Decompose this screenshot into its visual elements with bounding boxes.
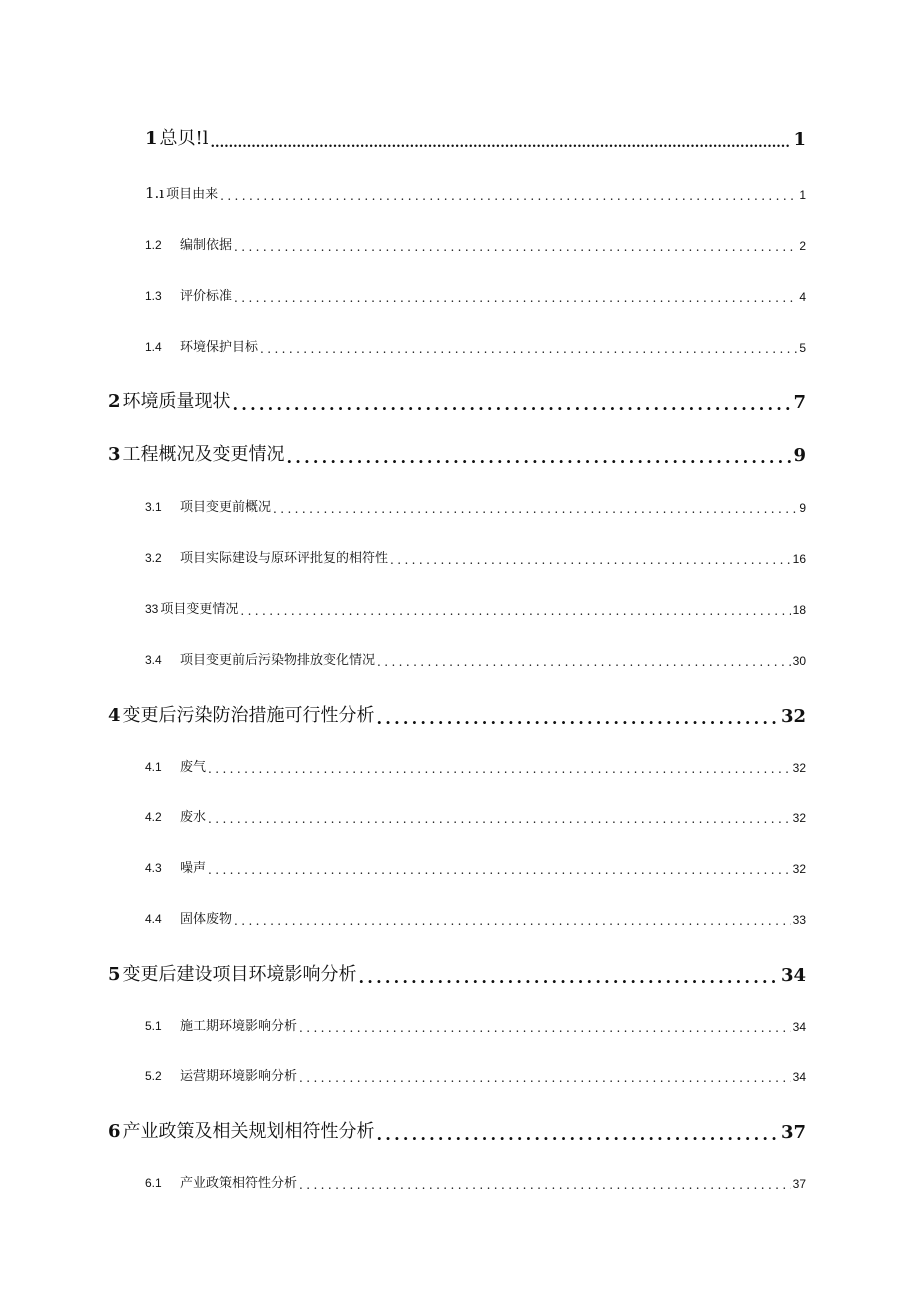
toc-number: 1.3 <box>145 289 162 303</box>
dot-leader <box>299 1022 791 1034</box>
toc-number: 1 <box>145 128 158 149</box>
dot-leader <box>390 554 791 566</box>
toc-number: 3.2 <box>145 551 162 565</box>
toc-title: 项目变更前后污染物排放变化情况 <box>180 653 376 668</box>
dot-leader <box>240 605 790 617</box>
dot-leader <box>377 656 791 668</box>
toc-number: 3 <box>108 444 121 465</box>
toc-entry-1-1[interactable] <box>145 184 806 202</box>
toc-title: 施工期环境影响分析 <box>180 1019 298 1034</box>
dot-leader <box>377 711 779 727</box>
toc-entry-5-1[interactable] <box>145 1016 806 1034</box>
toc-entry-3-1[interactable] <box>145 497 806 515</box>
toc-entry-1-3[interactable] <box>145 286 806 304</box>
toc-title: 环境质量现状 <box>122 391 231 412</box>
toc-page-number: 37 <box>780 1122 806 1143</box>
dot-leader <box>208 763 791 775</box>
toc-entry-1-2[interactable] <box>145 235 806 253</box>
toc-title: 噪声 <box>180 861 207 876</box>
dot-leader <box>234 241 797 253</box>
toc-page-number: 4 <box>799 290 806 304</box>
dot-leader <box>377 1127 779 1143</box>
toc-title: 运营期环境影响分析 <box>180 1069 298 1084</box>
toc-entry-4-2[interactable] <box>145 807 806 825</box>
toc-page-number: 18 <box>792 603 806 617</box>
toc-title: 变更后建设项目环境影响分析 <box>122 964 357 985</box>
toc-page-number: 34 <box>792 1020 806 1034</box>
toc-entry-4-4[interactable] <box>145 909 806 927</box>
toc-page-number: 33 <box>792 913 806 927</box>
toc-entry-3-4[interactable] <box>145 650 806 668</box>
toc-page-number: 37 <box>792 1177 806 1191</box>
toc-title: 项目变更情况 <box>160 602 239 617</box>
toc-entry-1[interactable] <box>145 126 806 150</box>
toc-number: 5.2 <box>145 1069 162 1083</box>
dot-leader <box>260 343 797 355</box>
toc-number: 3.4 <box>145 653 162 667</box>
dot-leader <box>234 915 791 927</box>
toc-title: 工程概况及变更情况 <box>122 444 285 465</box>
toc-page-number: 30 <box>792 654 806 668</box>
toc-entry-4-1[interactable] <box>145 757 806 775</box>
toc-title: 固体废物 <box>180 912 233 927</box>
toc-number: 1.4 <box>145 340 162 354</box>
toc-number: 4 <box>108 705 121 726</box>
toc-page-number: 1 <box>793 129 806 150</box>
toc-page-number: 32 <box>792 862 806 876</box>
toc-number: 5 <box>108 964 121 985</box>
toc-number: 1.ı <box>145 184 165 202</box>
toc-entry-6[interactable] <box>108 1119 806 1143</box>
dot-leader <box>208 813 791 825</box>
dot-leader <box>211 137 792 150</box>
toc-page-number: 32 <box>780 706 806 727</box>
toc-title: 评价标准 <box>180 289 233 304</box>
dot-leader <box>208 864 791 876</box>
toc-entry-4[interactable] <box>108 703 806 727</box>
toc-page-number: 9 <box>799 501 806 515</box>
toc-entry-6-1[interactable] <box>145 1173 806 1191</box>
toc-title: 项目变更前概况 <box>180 500 272 515</box>
toc-entry-4-3[interactable] <box>145 858 806 876</box>
toc-entry-3-3[interactable] <box>145 599 806 617</box>
toc-page-number: 32 <box>792 761 806 775</box>
toc-number: 33 <box>145 602 159 616</box>
toc-number: 6 <box>108 1121 121 1142</box>
toc-title: 产业政策及相关规划相符性分析 <box>122 1121 375 1142</box>
toc-number: 5.1 <box>145 1019 162 1033</box>
toc-entry-5[interactable] <box>108 962 806 986</box>
toc-entry-3-2[interactable] <box>145 548 806 566</box>
dot-leader <box>299 1072 791 1084</box>
toc-title: 废气 <box>180 760 207 775</box>
toc-page-number: 1 <box>799 188 806 202</box>
toc-page-number: 16 <box>792 552 806 566</box>
toc-title: 环境保护目标 <box>180 340 259 355</box>
toc-number: 3.1 <box>145 500 162 514</box>
dot-leader <box>287 450 792 466</box>
toc-page-number: 5 <box>799 341 806 355</box>
toc-number: 4.4 <box>145 912 162 926</box>
toc-title: 编制依据 <box>180 238 233 253</box>
toc-title: 产业政策相符性分析 <box>180 1176 298 1191</box>
toc-title: 总贝!l <box>159 128 209 149</box>
toc-title: 项目由来 <box>166 187 219 202</box>
toc-page-number: 9 <box>793 445 806 466</box>
toc-number: 6.1 <box>145 1176 162 1190</box>
dot-leader <box>273 503 797 515</box>
toc-page-number: 34 <box>780 965 806 986</box>
toc-entry-1-4[interactable] <box>145 337 806 355</box>
toc-number: 4.2 <box>145 810 162 824</box>
toc-entry-3[interactable] <box>108 442 806 466</box>
toc-number: 2 <box>108 391 121 412</box>
toc-title: 废水 <box>180 810 207 825</box>
toc-page-number: 34 <box>792 1070 806 1084</box>
toc-title: 变更后污染防治措施可行性分析 <box>122 705 375 726</box>
toc-entry-2[interactable] <box>108 389 806 413</box>
toc-title: 项目实际建设与原环评批复的相符性 <box>180 551 389 566</box>
dot-leader <box>359 970 779 986</box>
toc-entry-5-2[interactable] <box>145 1066 806 1084</box>
dot-leader <box>299 1179 791 1191</box>
toc-page-number: 2 <box>799 239 806 253</box>
dot-leader <box>220 190 797 202</box>
toc-number: 4.1 <box>145 760 162 774</box>
toc-page-number: 32 <box>792 811 806 825</box>
toc-page-number: 7 <box>793 392 806 413</box>
toc-number: 4.3 <box>145 861 162 875</box>
dot-leader <box>233 397 792 413</box>
toc-number: 1.2 <box>145 238 162 252</box>
dot-leader <box>234 292 797 304</box>
